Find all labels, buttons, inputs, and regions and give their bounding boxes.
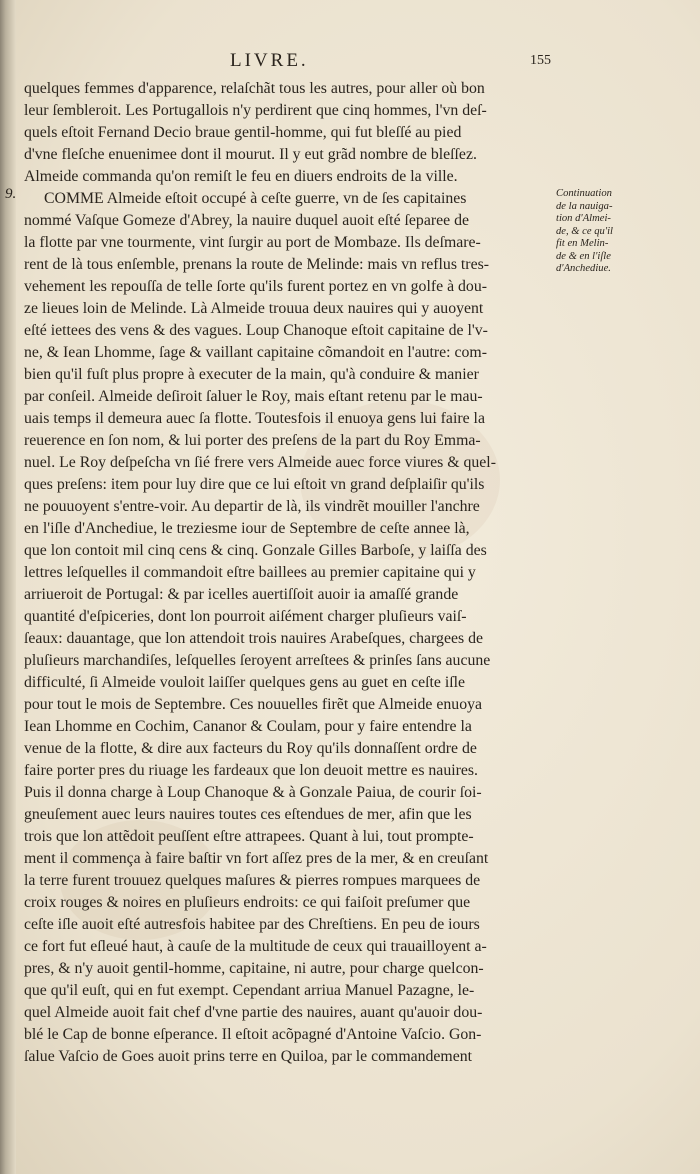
running-title: LIVRE. <box>230 50 309 71</box>
text-line: reuerence en ſon nom, & lui porter des preſens de la part du Roy Emma- <box>24 432 481 449</box>
text-line: pour tout le mois de Septembre. Ces nouuelles firẽt que Almeide enuoya <box>24 696 483 713</box>
text-line: la terre furent trouuez quelques maſures & pierres rompues marquees de <box>24 872 481 889</box>
binding-gutter <box>0 0 16 1174</box>
marginal-note-line: tion d'Almei- <box>556 213 611 224</box>
marginal-note-line: Continuation <box>556 188 612 199</box>
text-line: arriueroit de Portugal: & par icelles auertiſſoit auoir ia amaſſé grande <box>24 586 459 603</box>
marginal-note-line: fit en Melin- <box>556 238 609 249</box>
text-line: ne pouuoyent s'entre-voir. Au departir de là, ils vindrẽt mouiller l'anchre <box>24 498 480 515</box>
section-number: 9. <box>5 186 17 202</box>
text-line: difficulté, ſi Almeide vouloit laiſſer quelques gens au guet en ceſte iſle <box>24 674 466 691</box>
text-line: ne, & Iean Lhomme, ſage & vaillant capitaine cõmandoit en l'autre: com- <box>24 344 487 361</box>
text-line: Iean Lhomme en Cochim, Cananor & Coulam, pour y faire entendre la <box>24 718 472 735</box>
page-header <box>0 50 700 76</box>
text-line: ze lieues loin de Melinde. Là Almeide trouua deux nauires qui y auoyent <box>24 300 484 317</box>
text-line: ſeaux: dauantage, que lon attendoit trois nauires Arabeſques, chargees de <box>24 630 483 647</box>
text-line: Almeide commanda qu'on remiſt le feu en diuers endroits de la ville. <box>24 168 458 185</box>
text-line: ceſte iſle auoit eſté autresfois habitee par des Chreſtiens. En peu de iours <box>24 916 480 933</box>
text-line: quelques femmes d'apparence, relaſchãt tous les autres, pour aller où bon <box>24 80 485 97</box>
text-line: nuel. Le Roy deſpeſcha vn ſié frere vers Almeide auec force viures & quel- <box>24 454 496 471</box>
text-line: pluſieurs marchandiſes, leſquelles ſeroyent arreſtees & prinſes ſans aucune <box>24 652 491 669</box>
body-text <box>24 78 554 1068</box>
text-line: rent de là tous enſemble, prenans la route de Melinde: mais vn reflus tres- <box>24 256 489 273</box>
text-line: que qu'il euſt, qui en fut exempt. Cependant arriua Manuel Pazagne, le- <box>24 982 475 999</box>
text-line: Puis il donna charge à Loup Chanoque & à Gonzale Paiua, de courir ſoi- <box>24 784 482 801</box>
text-line: blé le Cap de bonne eſperance. Il eſtoit acõpagné d'Antoine Vaſcio. Gon- <box>24 1026 482 1043</box>
text-line: trois que lon attẽdoit peuſſent eſtre attrapees. Quant à lui, tout prompte- <box>24 828 474 845</box>
text-line: COMME Almeide eſtoit occupé à ceſte guerre, vn de ſes capitaines <box>44 190 467 207</box>
text-line: venue de la flotte, & dire aux facteurs du Roy qu'ils donnaſſent ordre de <box>24 740 477 757</box>
marginal-note-line: de la nauiga- <box>556 200 613 212</box>
text-line: nommé Vaſque Gomeze d'Abrey, la nauire duquel auoit eſté ſeparee de <box>24 212 469 229</box>
text-line: croix rouges & noires en pluſieurs endroits: ce qui faiſoit preſumer que <box>24 894 471 911</box>
folio-number: 155 <box>530 53 551 68</box>
marginal-note <box>556 188 696 276</box>
marginal-note-line: de, & ce qu'il <box>556 225 613 237</box>
text-line: en l'iſle d'Anchediue, le treziesme iour de Septembre de ceſte annee là, <box>24 520 470 537</box>
text-line: ce fort fut eſleué haut, à cauſe de la multitude de ceux qui trauailloyent a- <box>24 938 487 955</box>
text-line: pres, & n'y auoit gentil-homme, capitaine, ni autre, pour charge quelcon- <box>24 960 484 977</box>
text-line: vehement les repouſſa de telle ſorte qu'ils furent portez en vn golfe à dou- <box>24 278 487 295</box>
text-line: faire porter pres du riuage les fardeaux que lon deuoit mettre es nauires. <box>24 762 478 779</box>
text-line: eſté iettees des vens & des vagues. Loup Chanoque eſtoit capitaine de l'v- <box>24 322 488 339</box>
text-line: ques preſens: item pour luy dire que ce lui eſtoit vn grand deſplaiſir qu'ils <box>24 476 485 493</box>
text-line: que lon contoit mil cinq cens & cinq. Gonzale Gilles Barboſe, y laiſſa des <box>24 542 487 559</box>
text-line: leur ſembleroit. Les Portugallois n'y perdirent que cinq hommes, l'vn deſ- <box>24 102 487 119</box>
text-line: gneuſement auec leurs nauires toutes ces eſtendues de mer, afin que les <box>24 806 472 823</box>
text-line: la flotte par vne tourmente, vint ſurgir au port de Mombaze. Ils deſmare- <box>24 234 481 251</box>
text-line: lettres leſquelles il commandoit eſtre baillees au premier capitaine qui y <box>24 564 476 581</box>
text-line: d'vne fleſche enuenimee dont il mourut. Il y eut grãd nombre de bleſſez. <box>24 146 477 163</box>
text-line: quantité d'eſpiceries, dont lon pourroit aiſément charger pluſieurs vaiſ- <box>24 608 467 625</box>
marginal-note-line: d'Anchediue. <box>556 263 611 274</box>
text-line: bien qu'il fuſt plus propre à executer de la main, qu'à conduire & manier <box>24 366 479 383</box>
text-line: quels eſtoit Fernand Decio braue gentil-homme, qui fut bleſſé au pied <box>24 124 462 141</box>
text-line: ment il commença à faire baſtir vn fort aſſez pres de la mer, & en creuſant <box>24 850 489 867</box>
text-line: ſalue Vaſcio de Goes auoit prins terre en Quiloa, par le commandement <box>24 1048 473 1065</box>
text-line: par conſeil. Almeide deſiroit ſaluer le Roy, mais eſtant retenu par le mau- <box>24 388 483 405</box>
text-line: quel Almeide auoit fait chef d'vne partie des nauires, auant qu'auoir dou- <box>24 1004 483 1021</box>
marginal-note-line: de & en l'iſle <box>556 250 611 262</box>
text-line: uais temps il demeura auec ſa flotte. Toutesfois il enuoya gens lui faire la <box>24 410 485 427</box>
